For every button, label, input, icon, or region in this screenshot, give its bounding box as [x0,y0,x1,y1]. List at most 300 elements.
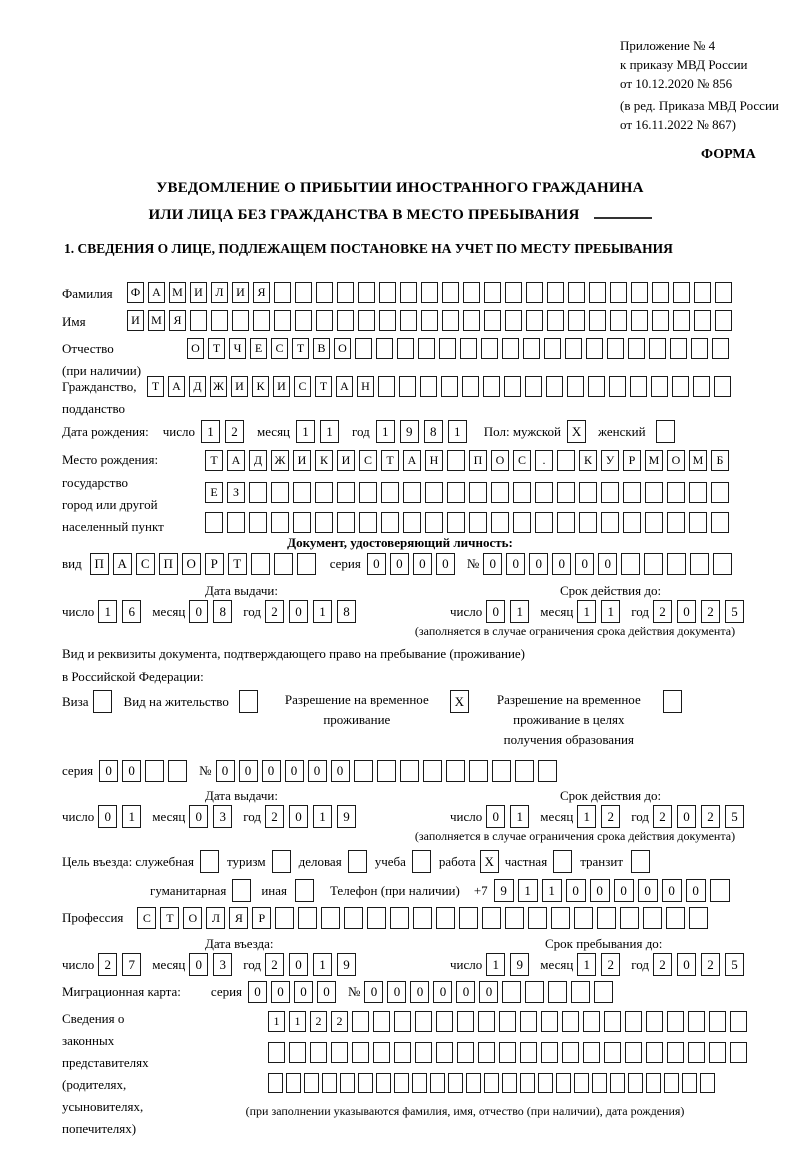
char-cell[interactable]: Т [147,376,164,397]
char-cell[interactable] [358,1073,373,1093]
char-cell[interactable]: И [232,282,249,303]
char-cell[interactable] [628,338,645,359]
char-cell[interactable]: Я [253,282,270,303]
char-cell[interactable] [425,482,443,503]
char-cell[interactable] [730,1011,747,1032]
purpose-humanitarian-checkbox[interactable] [232,879,251,902]
char-cell[interactable]: Р [252,907,271,929]
doc-number-boxes[interactable] [483,553,736,575]
stay-issue-day-boxes[interactable] [98,805,146,828]
char-cell[interactable] [649,338,666,359]
char-cell[interactable] [377,760,396,782]
char-cell[interactable] [711,482,729,503]
char-cell[interactable] [457,1011,474,1032]
purpose-business-checkbox[interactable] [348,850,367,873]
char-cell[interactable] [623,482,641,503]
char-cell[interactable]: Е [205,482,223,503]
doc-kind-boxes[interactable] [90,553,320,575]
char-cell[interactable] [293,482,311,503]
stay-year-boxes[interactable] [653,953,749,976]
char-cell[interactable]: 2 [265,600,284,623]
char-cell[interactable]: 2 [265,953,284,976]
char-cell[interactable]: К [579,450,597,471]
char-cell[interactable] [621,553,640,575]
char-cell[interactable] [667,482,685,503]
char-cell[interactable] [499,1042,516,1063]
char-cell[interactable] [492,760,511,782]
char-cell[interactable] [446,760,465,782]
char-cell[interactable] [463,282,480,303]
char-cell[interactable] [420,376,437,397]
char-cell[interactable] [604,1011,621,1032]
char-cell[interactable] [421,282,438,303]
char-cell[interactable]: 0 [189,953,208,976]
entry-year-boxes[interactable] [265,953,361,976]
char-cell[interactable] [298,907,317,929]
birthplace-boxes-row1[interactable] [205,450,733,471]
char-cell[interactable] [589,310,606,331]
char-cell[interactable] [579,482,597,503]
char-cell[interactable]: Д [189,376,206,397]
char-cell[interactable]: 9 [510,953,529,976]
char-cell[interactable]: 8 [213,600,232,623]
char-cell[interactable] [664,1073,679,1093]
char-cell[interactable]: 9 [337,805,356,828]
char-cell[interactable]: О [334,338,351,359]
char-cell[interactable]: 0 [456,981,475,1003]
char-cell[interactable]: Л [211,282,228,303]
given-name-boxes[interactable] [127,310,736,331]
char-cell[interactable]: 0 [483,553,502,575]
char-cell[interactable] [274,282,291,303]
char-cell[interactable] [322,1073,337,1093]
char-cell[interactable] [513,482,531,503]
char-cell[interactable] [227,512,245,533]
char-cell[interactable]: 1 [313,600,332,623]
char-cell[interactable]: М [148,310,165,331]
char-cell[interactable]: 0 [614,879,634,902]
char-cell[interactable] [436,907,455,929]
char-cell[interactable]: 0 [189,805,208,828]
char-cell[interactable]: 9 [337,953,356,976]
char-cell[interactable] [535,482,553,503]
char-cell[interactable]: 0 [486,805,505,828]
char-cell[interactable]: Д [249,450,267,471]
char-cell[interactable]: 1 [268,1011,285,1032]
char-cell[interactable] [251,553,270,575]
char-cell[interactable]: 0 [289,600,308,623]
char-cell[interactable] [520,1042,537,1063]
doc-valid-year-boxes[interactable] [653,600,749,623]
char-cell[interactable]: У [601,450,619,471]
char-cell[interactable] [491,482,509,503]
char-cell[interactable] [232,310,249,331]
char-cell[interactable]: М [689,450,707,471]
char-cell[interactable] [594,981,613,1003]
char-cell[interactable]: 2 [653,953,672,976]
char-cell[interactable]: 2 [98,953,117,976]
char-cell[interactable] [730,1042,747,1063]
char-cell[interactable] [442,310,459,331]
char-cell[interactable]: 0 [677,805,696,828]
char-cell[interactable] [523,338,540,359]
char-cell[interactable] [249,512,267,533]
char-cell[interactable]: 0 [590,879,610,902]
purpose-private-checkbox[interactable] [553,850,572,873]
char-cell[interactable] [447,450,465,471]
char-cell[interactable] [400,760,419,782]
char-cell[interactable] [358,282,375,303]
char-cell[interactable]: Т [205,450,223,471]
char-cell[interactable]: 0 [331,760,350,782]
char-cell[interactable] [694,310,711,331]
char-cell[interactable] [607,338,624,359]
char-cell[interactable]: Б [711,450,729,471]
char-cell[interactable] [376,1073,391,1093]
char-cell[interactable] [469,760,488,782]
char-cell[interactable] [358,310,375,331]
char-cell[interactable] [421,310,438,331]
char-cell[interactable]: С [137,907,156,929]
entry-month-boxes[interactable] [189,953,237,976]
char-cell[interactable] [505,282,522,303]
char-cell[interactable] [689,482,707,503]
char-cell[interactable] [546,376,563,397]
char-cell[interactable] [460,338,477,359]
char-cell[interactable] [628,1073,643,1093]
char-cell[interactable] [583,1042,600,1063]
char-cell[interactable]: 1 [320,420,339,443]
char-cell[interactable] [610,282,627,303]
char-cell[interactable]: Р [623,450,641,471]
char-cell[interactable]: 0 [99,760,118,782]
char-cell[interactable]: 0 [598,553,617,575]
char-cell[interactable] [672,376,689,397]
char-cell[interactable] [168,760,187,782]
residence-permit-checkbox[interactable] [239,690,258,713]
char-cell[interactable]: 1 [601,600,620,623]
char-cell[interactable] [601,482,619,503]
char-cell[interactable] [667,553,686,575]
char-cell[interactable] [190,310,207,331]
char-cell[interactable] [667,1042,684,1063]
char-cell[interactable] [666,907,685,929]
char-cell[interactable] [574,1073,589,1093]
char-cell[interactable] [297,553,316,575]
char-cell[interactable]: 0 [529,553,548,575]
char-cell[interactable] [316,310,333,331]
char-cell[interactable] [525,981,544,1003]
birth-year-boxes[interactable] [376,420,472,443]
char-cell[interactable] [620,907,639,929]
char-cell[interactable] [293,512,311,533]
char-cell[interactable] [589,282,606,303]
purpose-transit-checkbox[interactable] [631,850,650,873]
char-cell[interactable]: 0 [433,981,452,1003]
char-cell[interactable] [466,1073,481,1093]
char-cell[interactable] [381,482,399,503]
char-cell[interactable] [645,512,663,533]
char-cell[interactable] [643,907,662,929]
purpose-official-checkbox[interactable] [200,850,219,873]
char-cell[interactable]: 2 [653,805,672,828]
char-cell[interactable] [337,482,355,503]
char-cell[interactable] [415,1042,432,1063]
profession-boxes[interactable] [137,907,712,929]
char-cell[interactable]: 5 [725,600,744,623]
char-cell[interactable] [469,512,487,533]
char-cell[interactable]: О [183,907,202,929]
char-cell[interactable] [367,907,386,929]
char-cell[interactable] [579,512,597,533]
char-cell[interactable]: 0 [638,879,658,902]
char-cell[interactable] [447,512,465,533]
char-cell[interactable]: Т [381,450,399,471]
char-cell[interactable]: Т [315,376,332,397]
char-cell[interactable]: П [90,553,109,575]
purpose-work-checkbox[interactable]: X [480,850,499,873]
char-cell[interactable] [268,1042,285,1063]
mig-number-boxes[interactable] [364,981,617,1003]
char-cell[interactable] [630,376,647,397]
char-cell[interactable] [447,482,465,503]
char-cell[interactable]: 0 [677,953,696,976]
char-cell[interactable]: 1 [518,879,538,902]
char-cell[interactable] [583,1011,600,1032]
char-cell[interactable] [481,338,498,359]
char-cell[interactable] [403,512,421,533]
char-cell[interactable] [525,376,542,397]
char-cell[interactable]: К [252,376,269,397]
char-cell[interactable] [211,310,228,331]
surname-boxes[interactable] [127,282,736,303]
char-cell[interactable]: 0 [271,981,290,1003]
char-cell[interactable]: Я [229,907,248,929]
char-cell[interactable]: О [667,450,685,471]
char-cell[interactable]: 2 [601,805,620,828]
char-cell[interactable]: З [227,482,245,503]
char-cell[interactable]: К [315,450,333,471]
doc-valid-month-boxes[interactable] [577,600,625,623]
char-cell[interactable] [711,512,729,533]
char-cell[interactable] [710,879,730,902]
char-cell[interactable] [520,1073,535,1093]
char-cell[interactable]: М [645,450,663,471]
char-cell[interactable] [412,1073,427,1093]
char-cell[interactable] [588,376,605,397]
char-cell[interactable] [274,310,291,331]
char-cell[interactable] [271,482,289,503]
char-cell[interactable]: 0 [677,600,696,623]
char-cell[interactable] [562,1011,579,1032]
char-cell[interactable]: 8 [424,420,443,443]
char-cell[interactable] [601,512,619,533]
char-cell[interactable] [504,376,521,397]
char-cell[interactable]: С [294,376,311,397]
char-cell[interactable]: 2 [701,600,720,623]
char-cell[interactable]: 0 [486,600,505,623]
stay-month-boxes[interactable] [577,953,625,976]
char-cell[interactable]: В [313,338,330,359]
sex-male-checkbox[interactable]: X [567,420,586,443]
char-cell[interactable]: 7 [122,953,141,976]
char-cell[interactable] [515,760,534,782]
char-cell[interactable] [331,1042,348,1063]
char-cell[interactable]: 1 [122,805,141,828]
char-cell[interactable] [609,376,626,397]
char-cell[interactable]: 2 [331,1011,348,1032]
char-cell[interactable] [379,310,396,331]
char-cell[interactable] [295,310,312,331]
char-cell[interactable] [400,310,417,331]
char-cell[interactable] [205,512,223,533]
char-cell[interactable]: Т [160,907,179,929]
char-cell[interactable] [651,376,668,397]
char-cell[interactable] [623,512,641,533]
stay-doc-number-boxes[interactable] [216,760,561,782]
char-cell[interactable]: 1 [201,420,220,443]
char-cell[interactable] [337,310,354,331]
char-cell[interactable] [482,907,501,929]
char-cell[interactable] [557,482,575,503]
char-cell[interactable] [359,482,377,503]
char-cell[interactable]: 0 [575,553,594,575]
char-cell[interactable]: И [293,450,311,471]
char-cell[interactable] [340,1073,355,1093]
char-cell[interactable]: 1 [289,1011,306,1032]
char-cell[interactable] [484,282,501,303]
char-cell[interactable] [713,553,732,575]
char-cell[interactable]: 0 [122,760,141,782]
char-cell[interactable] [689,512,707,533]
char-cell[interactable]: 1 [510,600,529,623]
char-cell[interactable] [646,1011,663,1032]
char-cell[interactable] [538,760,557,782]
char-cell[interactable] [423,760,442,782]
char-cell[interactable] [568,282,585,303]
char-cell[interactable]: 0 [285,760,304,782]
char-cell[interactable] [556,1073,571,1093]
char-cell[interactable] [415,1011,432,1032]
char-cell[interactable] [709,1042,726,1063]
char-cell[interactable]: 9 [400,420,419,443]
char-cell[interactable]: 0 [262,760,281,782]
char-cell[interactable] [484,1073,499,1093]
char-cell[interactable]: Е [250,338,267,359]
char-cell[interactable] [693,376,710,397]
char-cell[interactable] [568,310,585,331]
birth-month-boxes[interactable] [296,420,344,443]
char-cell[interactable] [688,1042,705,1063]
char-cell[interactable] [394,1042,411,1063]
representatives-boxes-row3[interactable] [268,1073,718,1093]
char-cell[interactable] [709,1011,726,1032]
sex-female-checkbox[interactable] [656,420,675,443]
char-cell[interactable]: 0 [413,553,432,575]
visa-checkbox[interactable] [93,690,112,713]
char-cell[interactable] [145,760,164,782]
char-cell[interactable] [688,1011,705,1032]
doc-issue-year-boxes[interactable] [265,600,361,623]
char-cell[interactable] [394,1011,411,1032]
char-cell[interactable]: 1 [542,879,562,902]
char-cell[interactable]: 0 [98,805,117,828]
stay-valid-day-boxes[interactable] [486,805,534,828]
char-cell[interactable]: 0 [686,879,706,902]
char-cell[interactable]: И [337,450,355,471]
char-cell[interactable] [625,1011,642,1032]
char-cell[interactable]: 6 [122,600,141,623]
char-cell[interactable]: 2 [701,805,720,828]
char-cell[interactable] [463,310,480,331]
char-cell[interactable]: Н [357,376,374,397]
char-cell[interactable] [652,282,669,303]
char-cell[interactable]: 3 [213,953,232,976]
purpose-other-checkbox[interactable] [295,879,314,902]
char-cell[interactable] [484,310,501,331]
char-cell[interactable] [691,338,708,359]
char-cell[interactable] [502,1073,517,1093]
char-cell[interactable] [249,482,267,503]
char-cell[interactable] [502,338,519,359]
char-cell[interactable] [646,1042,663,1063]
char-cell[interactable] [355,338,372,359]
char-cell[interactable] [310,1042,327,1063]
char-cell[interactable]: 1 [448,420,467,443]
char-cell[interactable]: 0 [367,553,386,575]
char-cell[interactable] [610,310,627,331]
rvp-checkbox[interactable]: X [450,690,469,713]
citizenship-boxes[interactable] [147,376,735,397]
char-cell[interactable] [400,282,417,303]
char-cell[interactable]: 1 [577,953,596,976]
char-cell[interactable]: Ф [127,282,144,303]
char-cell[interactable]: 5 [725,805,744,828]
char-cell[interactable]: А [168,376,185,397]
char-cell[interactable]: Ч [229,338,246,359]
stay-doc-series-boxes[interactable] [99,760,191,782]
char-cell[interactable] [513,512,531,533]
char-cell[interactable] [673,282,690,303]
stay-issue-month-boxes[interactable] [189,805,237,828]
char-cell[interactable] [541,1042,558,1063]
char-cell[interactable]: 8 [337,600,356,623]
stay-day-boxes[interactable] [486,953,534,976]
char-cell[interactable] [547,282,564,303]
char-cell[interactable]: 0 [436,553,455,575]
char-cell[interactable] [442,282,459,303]
char-cell[interactable] [315,482,333,503]
char-cell[interactable] [715,282,732,303]
char-cell[interactable] [690,553,709,575]
char-cell[interactable] [667,512,685,533]
char-cell[interactable] [462,376,479,397]
char-cell[interactable] [567,376,584,397]
stay-valid-month-boxes[interactable] [577,805,625,828]
char-cell[interactable] [700,1073,715,1093]
stay-valid-year-boxes[interactable] [653,805,749,828]
char-cell[interactable] [646,1073,661,1093]
char-cell[interactable] [631,310,648,331]
char-cell[interactable] [491,512,509,533]
char-cell[interactable] [286,1073,301,1093]
purpose-tourism-checkbox[interactable] [272,850,291,873]
char-cell[interactable] [505,310,522,331]
char-cell[interactable] [448,1073,463,1093]
char-cell[interactable]: Т [228,553,247,575]
char-cell[interactable] [538,1073,553,1093]
char-cell[interactable]: 0 [289,953,308,976]
